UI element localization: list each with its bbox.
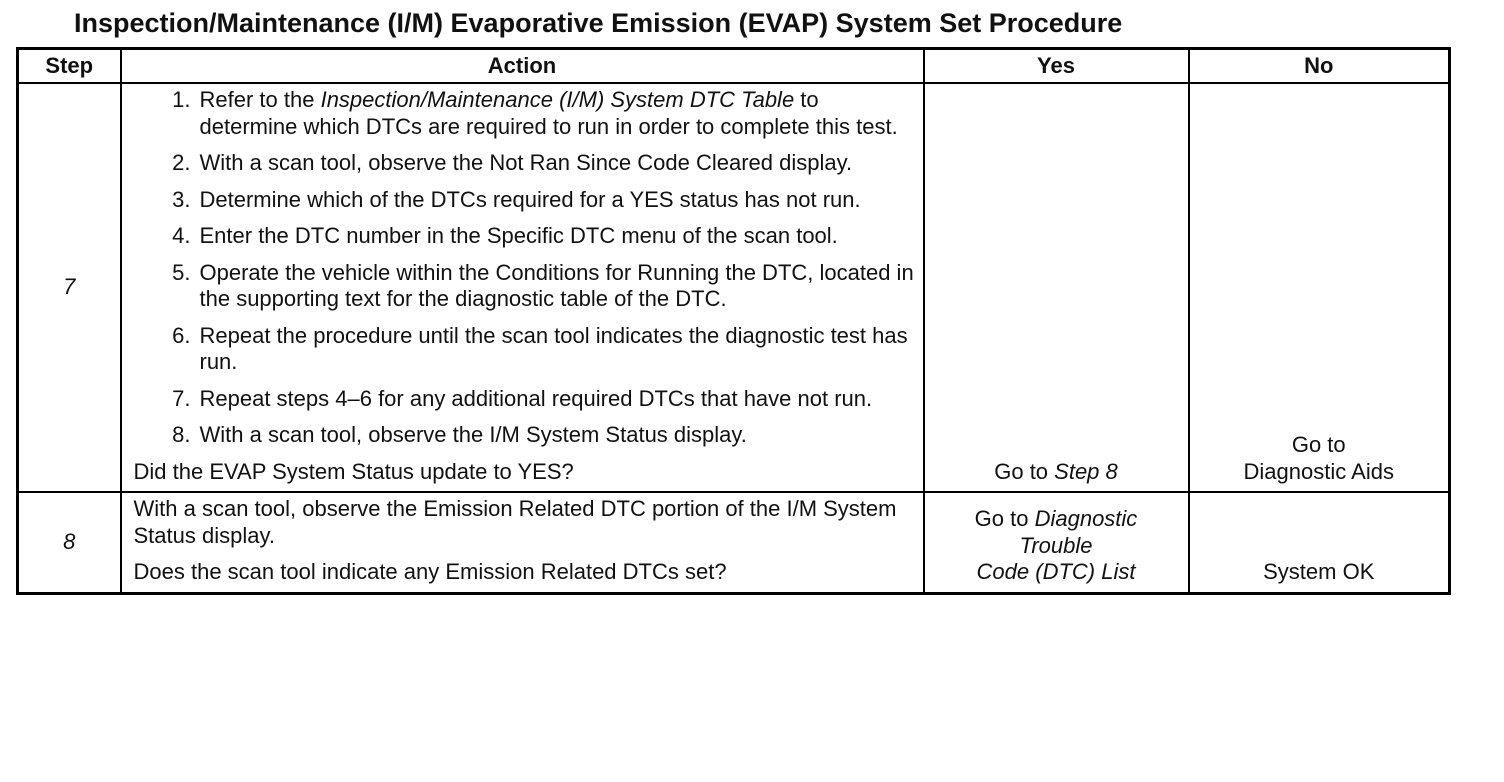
action-cell: [121, 83, 924, 492]
substep-text: [200, 323, 915, 376]
substep-item: [134, 323, 915, 376]
substep-text: [200, 223, 915, 250]
substep-text-part: Refer to the: [199, 87, 321, 112]
question-text: Did the EVAP System Status update to YES?: [133, 458, 574, 484]
substep-item: [134, 386, 915, 413]
no-result: System OK: [1263, 559, 1375, 584]
substep-number: 5.: [172, 259, 191, 285]
action-cell: [121, 492, 924, 593]
no-target: Diagnostic Aids: [1243, 458, 1394, 484]
substep-number: 7.: [172, 385, 191, 411]
step-number: 8: [18, 492, 121, 593]
yes-prefix: Go to: [974, 506, 1035, 531]
substep-text-part: Repeat steps 4–6 for any additional required DTCs that have not run.: [199, 385, 873, 411]
substep-text: [200, 422, 915, 449]
substep-number: 3.: [172, 186, 191, 212]
substep-text-part: to determine which DTCs are required to run in order to complete this test.: [199, 87, 898, 139]
table-row-step-7: [18, 83, 1450, 492]
no-cell: [1189, 83, 1450, 492]
step-number: 7: [18, 83, 121, 492]
yes-link-step-8: Step 8: [1054, 458, 1118, 484]
substep-text-part: With a scan tool, observe the I/M System Status display.: [199, 422, 747, 447]
substep-text: [200, 150, 915, 177]
substep-text-part: Repeat the procedure until the scan tool indicates the diagnostic test has run.: [199, 322, 908, 374]
substep-number: 4.: [172, 223, 191, 248]
yes-cell: [924, 492, 1189, 593]
table-reference: Inspection/Maintenance (I/M) System DTC Table: [320, 87, 795, 112]
substep-text: [200, 187, 915, 214]
substep-number: 8.: [172, 422, 191, 447]
header-yes: Yes: [924, 49, 1189, 84]
no-prefix: Go to: [1291, 432, 1346, 457]
yes-cell: [924, 83, 1189, 492]
header-row: [18, 49, 1450, 84]
question-text: Does the scan tool indicate any Emission Related DTCs set?: [133, 559, 727, 584]
substep-number: 6.: [172, 322, 191, 348]
substep-text: [200, 386, 915, 413]
table-row-step-8: [18, 492, 1450, 593]
yes-prefix: Go to: [994, 458, 1055, 484]
substep-text-part: Determine which of the DTCs required for a YES status has not run.: [199, 186, 861, 212]
substep-text-part: Operate the vehicle within the Conditions for Running the DTC, located in the supporting text for the diagnostic table of the DTC.: [199, 259, 914, 311]
substep-text: [200, 260, 915, 313]
substep-item: [134, 87, 915, 140]
procedure-table: [16, 47, 1451, 595]
substep-item: [134, 223, 915, 250]
substep-item: [134, 422, 915, 449]
substep-text: [200, 87, 915, 140]
instruction-text: With a scan tool, observe the Emission Related DTC portion of the I/M System Status display.: [133, 496, 897, 548]
substep-number: 1.: [172, 87, 191, 112]
substep-number: 2.: [172, 150, 191, 175]
substep-item: [134, 260, 915, 313]
header-action: Action: [121, 49, 924, 84]
header-no: No: [1189, 49, 1450, 84]
yes-link-part-3: Code (DTC) List: [976, 559, 1136, 584]
substep-item: [134, 150, 915, 177]
yes-link-part-2: Trouble: [1019, 532, 1093, 558]
page-title: Inspection/Maintenance (I/M) Evaporative Emission (EVAP) System Set Procedure: [74, 8, 1123, 38]
yes-link-part-1: Diagnostic: [1034, 506, 1138, 531]
header-step: Step: [18, 49, 121, 84]
substep-item: [134, 187, 915, 214]
substep-text-part: Enter the DTC number in the Specific DTC menu of the scan tool.: [199, 223, 838, 248]
substep-text-part: With a scan tool, observe the Not Ran Since Code Cleared display.: [199, 150, 853, 175]
no-cell: [1189, 492, 1450, 593]
substep-list: [134, 87, 915, 449]
